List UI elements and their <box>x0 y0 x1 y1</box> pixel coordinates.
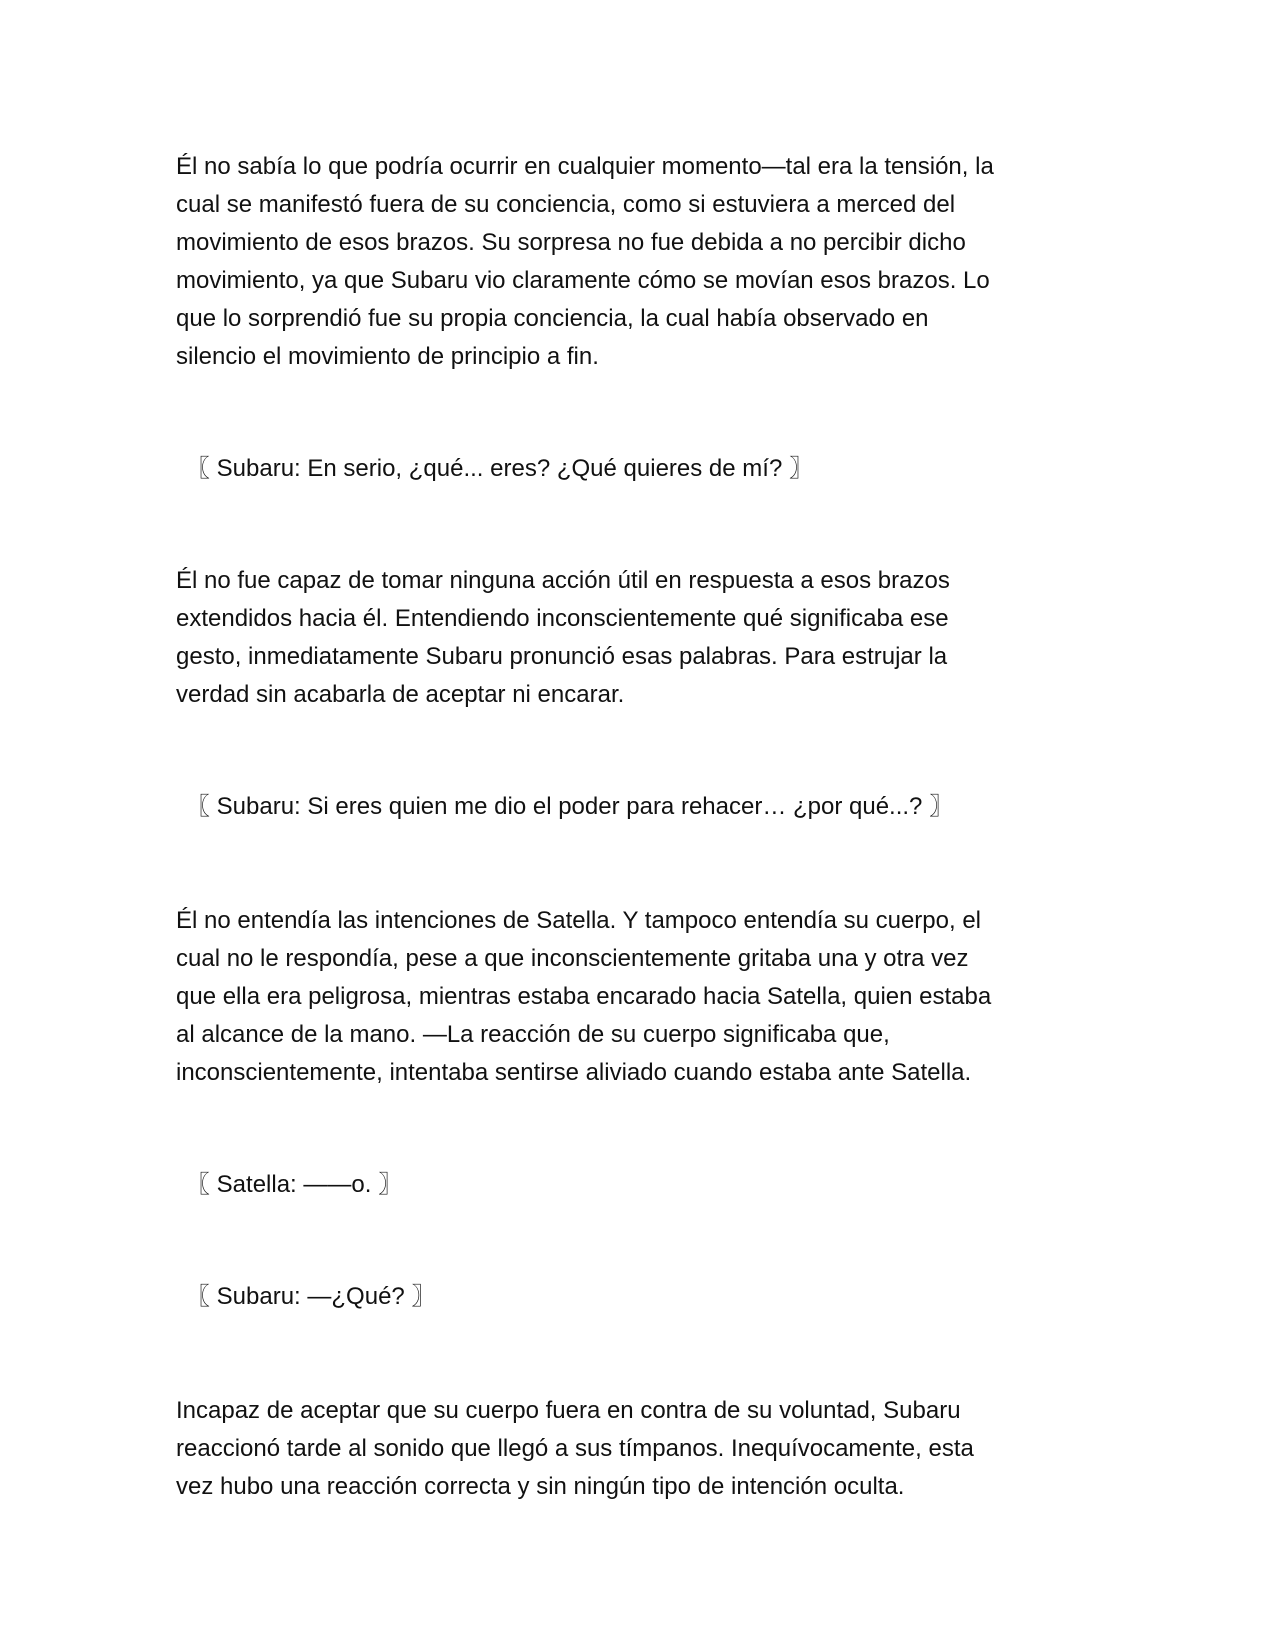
dialogue-line: 〖 Subaru: —¿Qué? 〗 <box>186 1283 436 1310</box>
text-line: que lo sorprendió fue su propia conciencia, la cual había observado en <box>176 305 929 332</box>
narration-paragraph <box>176 562 1116 714</box>
text-line: reaccionó tarde al sonido que llegó a sus tímpanos. Inequívocamente, esta <box>176 1435 974 1462</box>
text-line: movimiento de esos brazos. Su sorpresa no fue debida a no percibir dicho <box>176 229 966 256</box>
narration-paragraph <box>176 902 1116 1092</box>
text-line: movimiento, ya que Subaru vio claramente cómo se movían esos brazos. Lo <box>176 267 990 294</box>
text-line: vez hubo una reacción correcta y sin ningún tipo de intención oculta. <box>176 1473 905 1500</box>
narration-paragraph <box>176 1392 1116 1506</box>
text-line: Él no entendía las intenciones de Satella. Y tampoco entendía su cuerpo, el <box>176 907 982 934</box>
text-line: gesto, inmediatamente Subaru pronunció esas palabras. Para estrujar la <box>176 643 948 670</box>
text-line: inconscientemente, intentaba sentirse aliviado cuando estaba ante Satella. <box>176 1059 972 1086</box>
text-line: silencio el movimiento de principio a fin. <box>176 343 599 370</box>
text-line: cual se manifestó fuera de su conciencia, como si estuviera a merced del <box>176 191 956 218</box>
text-line: extendidos hacia él. Entendiendo inconscientemente qué significaba ese <box>176 605 949 632</box>
text-line: Él no fue capaz de tomar ninguna acción útil en respuesta a esos brazos <box>176 567 950 594</box>
text-line: cual no le respondía, pese a que inconscientemente gritaba una y otra vez <box>176 945 969 972</box>
text-line: al alcance de la mano. —La reacción de su cuerpo significaba que, <box>176 1021 890 1048</box>
text-line: Incapaz de aceptar que su cuerpo fuera en contra de su voluntad, Subaru <box>176 1397 961 1424</box>
dialogue-line: 〖 Satella: ——o. 〗 <box>186 1171 403 1198</box>
dialogue-line: 〖 Subaru: Si eres quien me dio el poder para rehacer… ¿por qué...? 〗 <box>186 793 954 820</box>
text-line: verdad sin acabarla de aceptar ni encarar. <box>176 681 625 708</box>
text-line: que ella era peligrosa, mientras estaba encarado hacia Satella, quien estaba <box>176 983 992 1010</box>
text-line: Él no sabía lo que podría ocurrir en cualquier momento—tal era la tensión, la <box>176 153 994 180</box>
narration-paragraph <box>176 148 1116 376</box>
dialogue-line: 〖 Subaru: En serio, ¿qué... eres? ¿Qué quieres de mí? 〗 <box>186 455 813 482</box>
